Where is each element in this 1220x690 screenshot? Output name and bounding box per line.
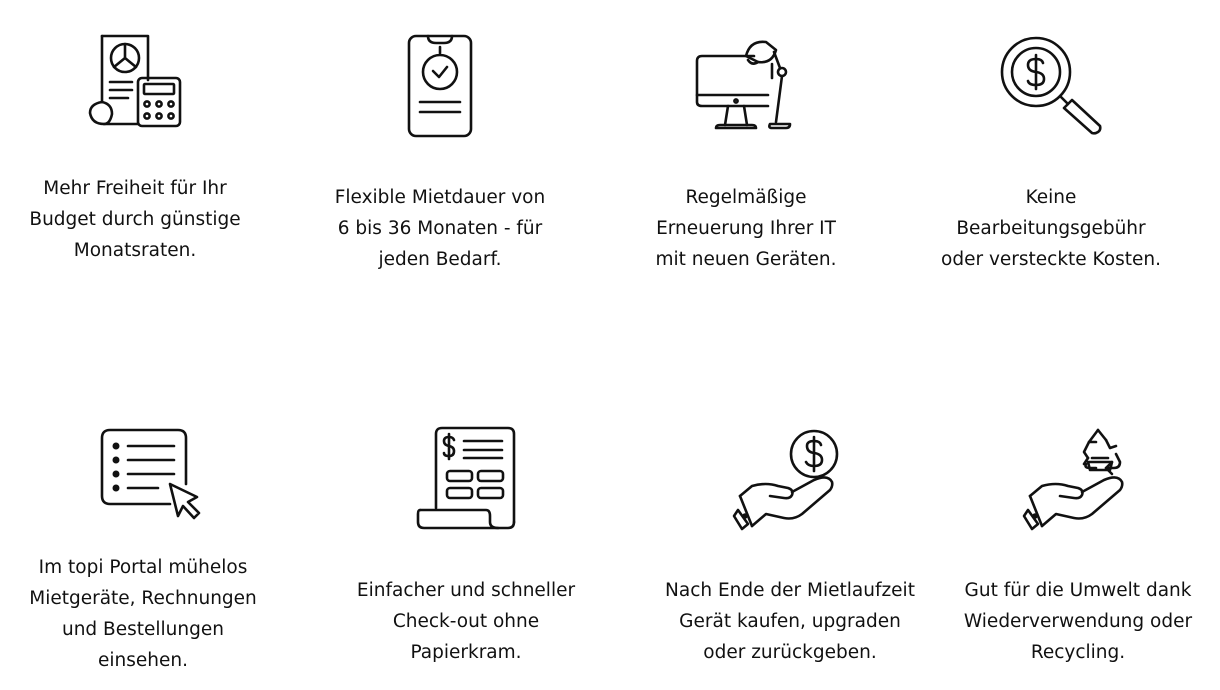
feature-3-line-3: mit neuen Geräten. [655,249,837,270]
feature-5-line-1: Im topi Portal mühelos [38,557,248,578]
feature-4-text [906,182,1196,275]
phone-timer-icon [406,34,474,138]
desktop-lamp-icon [694,38,804,134]
hand-recycle-icon [1026,428,1136,532]
feature-1-text [0,173,280,266]
feature-3-line-1: Regelmäßige [685,187,807,208]
feature-5-text [0,552,288,676]
feature-3-line-2: Erneuerung Ihrer IT [656,218,836,239]
feature-6-line-3: Papierkram. [410,642,522,663]
feature-3-text [601,182,891,275]
receipt-dollar-icon [416,426,516,530]
hand-coin-icon [736,428,846,532]
magnifier-dollar-icon [1000,36,1104,136]
feature-2-line-1: Flexible Mietdauer von [334,187,546,208]
feature-5-line-2: Mietgeräte, Rechnungen [29,588,257,609]
feature-8-line-3: Recycling. [1030,642,1126,663]
feature-8-line-2: Wiederverwendung oder [963,611,1193,632]
feature-4-line-1: Keine [1025,187,1077,208]
feature-5-line-4: einsehen. [98,650,188,671]
feature-2-text [295,182,585,275]
feature-1-line-3: Monatsraten. [73,240,197,261]
feature-7-line-1: Nach Ende der Mietlaufzeit [665,580,915,601]
feature-4-line-3: oder versteckte Kosten. [941,249,1161,270]
feature-8-line-1: Gut für die Umwelt dank [964,580,1192,601]
feature-7-text [645,575,935,668]
feature-4-line-2: Bearbeitungsgebühr [956,218,1146,239]
feature-7-line-2: Gerät kaufen, upgraden [679,611,901,632]
feature-6-line-1: Einfacher und schneller [356,580,576,601]
feature-2-line-3: jeden Bedarf. [378,249,502,270]
budget-calculator-icon [86,34,186,130]
feature-6-line-2: Check-out ohne [392,611,540,632]
feature-5-line-3: und Bestellungen [61,619,224,640]
portal-list-cursor-icon [100,428,204,522]
feature-8-text [933,575,1220,668]
feature-7-line-3: oder zurückgeben. [703,642,877,663]
feature-1-line-2: Budget durch günstige [29,209,241,230]
feature-1-line-1: Mehr Freiheit für Ihr [43,178,227,199]
feature-6-text [321,575,611,668]
feature-2-line-2: 6 bis 36 Monaten - für [337,218,543,239]
